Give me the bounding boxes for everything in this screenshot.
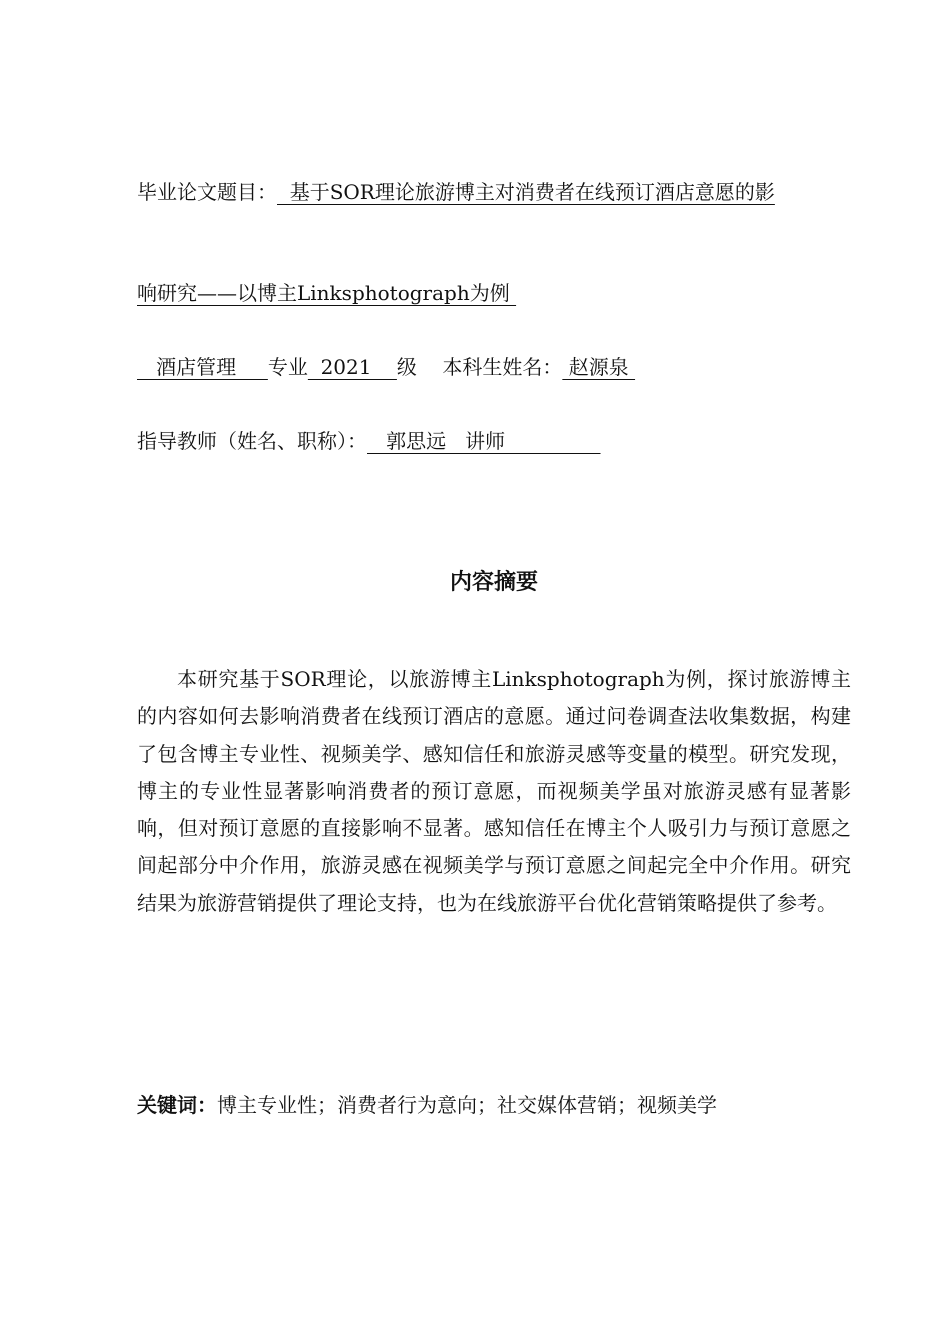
keywords-value: 博主专业性；消费者行为意向；社交媒体营销；视频美学 xyxy=(217,1093,717,1117)
major-label: 专业 xyxy=(267,355,308,379)
thesis-title-line-1 xyxy=(137,180,775,204)
student-name: 赵源泉 xyxy=(562,355,636,379)
thesis-title-part-2: 响研究——以博主Linksphotograph为例 xyxy=(137,281,517,305)
abstract-body: 本研究基于SOR理论，以旅游博主Linksphotograph为例，探讨旅游博主的内容如何去影响消费者在线预订酒店的意愿。通过问卷调查法收集数据，构建了包含博主专业性、视频美学、感知信任和旅游灵感等变量的模型。研究发现，博主的专业性显著影响消费者的预订意愿，而视频美学虽对旅游灵感有显著影响，但对预订意愿的直接影响不显著。感知信任在博主个人吸引力与预订意愿之间起部分中介作用，旅游灵感在视频美学与预订意愿之间起完全中介作用。研究结果为旅游营销提供了理论支持，也为在线旅游平台优化营销策略提供了参考。 xyxy=(137,667,851,915)
thesis-title-line-2 xyxy=(137,281,516,305)
keywords-label: 关键词： xyxy=(137,1093,217,1117)
advisor-value: 郭思远 讲师 xyxy=(367,429,601,453)
thesis-title-part-1: 基于SOR理论旅游博主对消费者在线预订酒店意愿的影 xyxy=(277,180,775,204)
major-value: 酒店管理 xyxy=(137,355,268,379)
advisor-label: 指导教师（姓名、职称）： xyxy=(137,429,367,453)
spacer xyxy=(417,355,442,379)
year-label: 级 xyxy=(396,355,417,379)
major-line xyxy=(137,355,635,379)
abstract-heading: 内容摘要 xyxy=(449,570,538,595)
keywords-line xyxy=(137,1092,717,1118)
thesis-title-label: 毕业论文题目： xyxy=(137,180,277,204)
year-value: 2021 xyxy=(307,355,397,379)
student-label: 本科生姓名： xyxy=(442,355,563,379)
advisor-line xyxy=(137,429,601,453)
